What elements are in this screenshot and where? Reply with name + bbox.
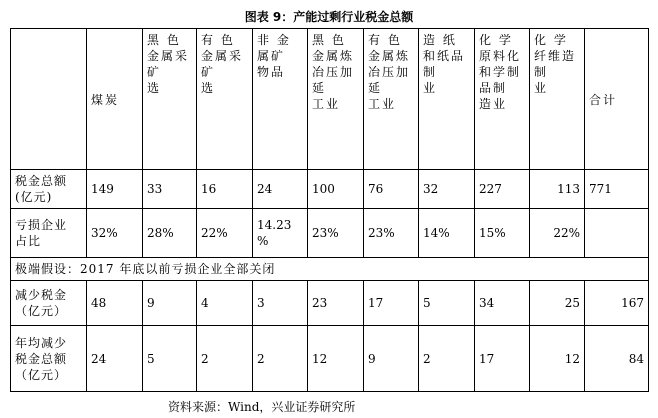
- source-note: 资料来源：Wind，兴业证券研究所: [168, 400, 356, 414]
- table-cell: 17: [475, 326, 530, 392]
- table-row: [11, 208, 649, 257]
- table-cell: 2: [197, 326, 253, 392]
- header-cell: 有 色 金属炼 冶压加 延 工业: [364, 29, 419, 170]
- table-cell: 23: [308, 280, 364, 325]
- table-cell: 14%: [419, 208, 475, 257]
- table-cell: 23%: [364, 208, 419, 257]
- table-cell: 9: [364, 326, 419, 392]
- table-cell: 149: [87, 169, 143, 208]
- row-label: 减少税金 （亿元）: [11, 280, 87, 325]
- table-cell: 25: [530, 280, 585, 325]
- table-cell: 34: [475, 280, 530, 325]
- table-cell: 76: [364, 169, 419, 208]
- table-cell: 5: [419, 280, 475, 325]
- table-cell: 12: [308, 326, 364, 392]
- table-cell: 15%: [475, 208, 530, 257]
- table-cell: 32%: [87, 208, 143, 257]
- header-row: [11, 29, 649, 170]
- table-cell: 22%: [197, 208, 253, 257]
- table-row: [11, 326, 649, 392]
- assumption-text: 极端假设：2017 年底以前亏损企业全部关闭: [11, 258, 649, 281]
- header-cell: 化 学 纤维造 制 业: [530, 29, 585, 170]
- figure-title: 图表 9：产能过剩行业税金总额: [244, 10, 414, 24]
- table-cell: 22%: [530, 208, 585, 257]
- table-cell: 5: [143, 326, 197, 392]
- table-row: [11, 169, 649, 208]
- table-cell: 32: [419, 169, 475, 208]
- table-cell: [585, 208, 649, 257]
- row-label: 亏损企业 占比: [11, 208, 87, 257]
- header-cell: 非 金 属矿 物品: [253, 29, 308, 170]
- assumption-row: [11, 258, 649, 281]
- table-cell: 17: [364, 280, 419, 325]
- table-cell: 100: [308, 169, 364, 208]
- table-cell: 48: [87, 280, 143, 325]
- table-cell: 33: [143, 169, 197, 208]
- header-cell: 煤炭: [87, 29, 143, 170]
- table-cell: 84: [585, 326, 649, 392]
- table-cell: 12: [530, 326, 585, 392]
- header-cell: 合计: [585, 29, 649, 170]
- tax-table: [10, 28, 649, 392]
- table-cell: 3: [253, 280, 308, 325]
- table-cell: 771: [585, 169, 649, 208]
- table-cell: 16: [197, 169, 253, 208]
- corner-cell: [11, 29, 87, 170]
- table-cell: 14.23 %: [253, 208, 308, 257]
- table-cell: 227: [475, 169, 530, 208]
- table-row: [11, 280, 649, 325]
- header-cell: 化 学 原料化 和学制 品制 造业: [475, 29, 530, 170]
- header-cell: 有 色 金属采 矿 选: [197, 29, 253, 170]
- header-cell: 黑 色 金属炼 冶压加 延 工业: [308, 29, 364, 170]
- table-cell: 23%: [308, 208, 364, 257]
- header-cell: 黑 色 金属采 矿 选: [143, 29, 197, 170]
- table-cell: 28%: [143, 208, 197, 257]
- table-cell: 113: [530, 169, 585, 208]
- table-cell: 9: [143, 280, 197, 325]
- table-cell: 2: [419, 326, 475, 392]
- table-cell: 4: [197, 280, 253, 325]
- table-cell: 2: [253, 326, 308, 392]
- table-cell: 167: [585, 280, 649, 325]
- table-cell: 24: [253, 169, 308, 208]
- row-label: 税金总额 (亿元): [11, 169, 87, 208]
- table-cell: 24: [87, 326, 143, 392]
- row-label: 年均减少 税金总额 （亿元）: [11, 326, 87, 392]
- header-cell: 造 纸 和纸品 制 业: [419, 29, 475, 170]
